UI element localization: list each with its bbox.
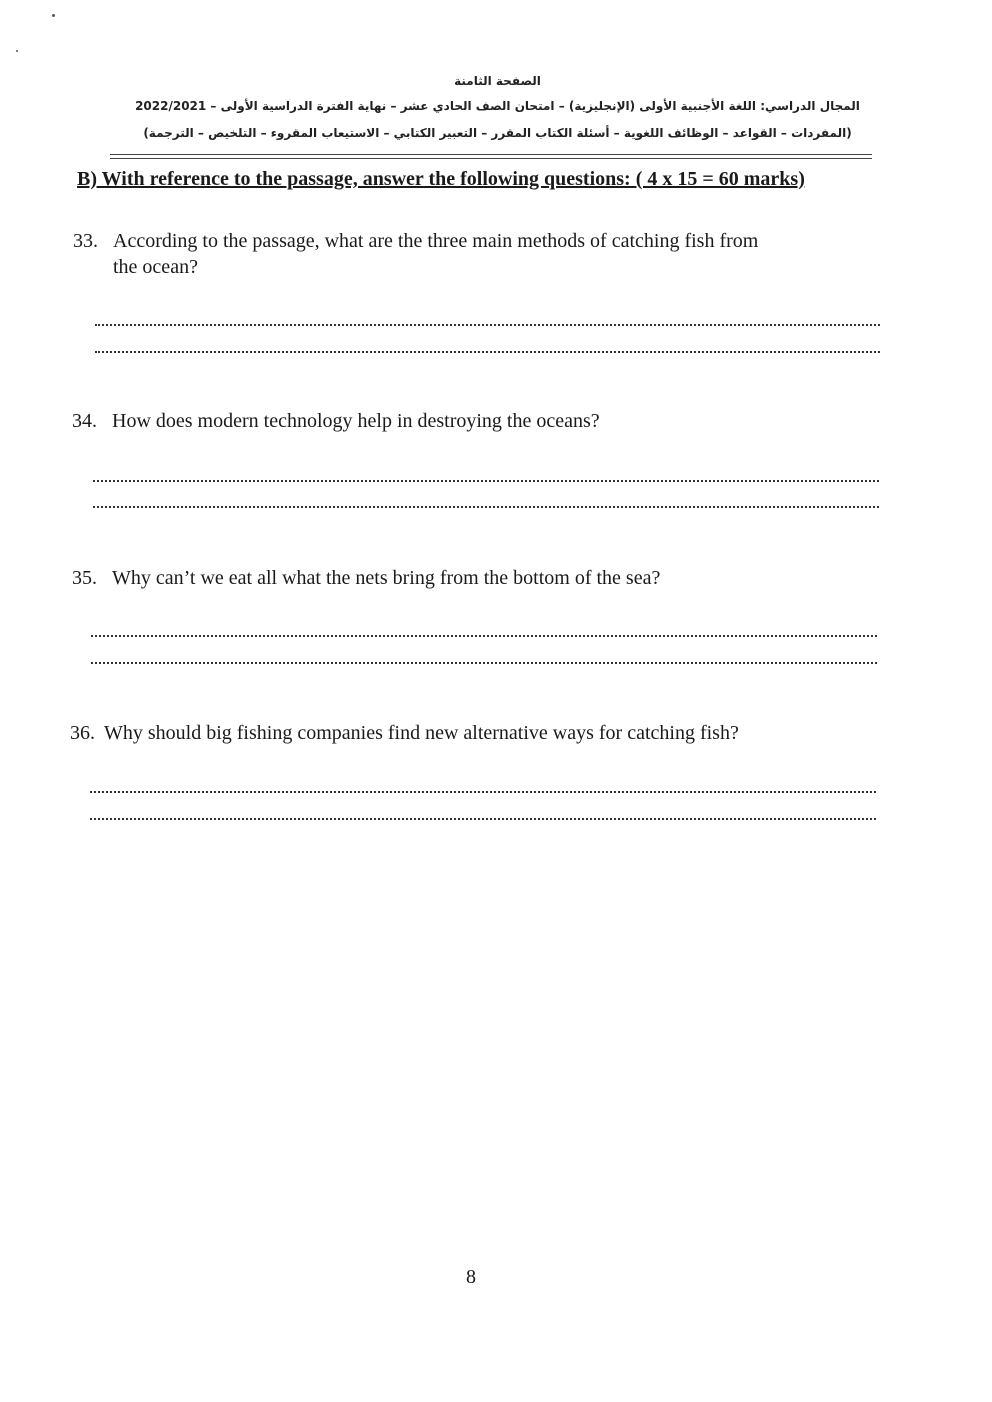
header-topics-line: (المفردات – القواعد – الوظائف اللغوية – أسئلة الكتاب المقرر – التعبير الكتابي – الاستيعاب المقروء – التلخيص – الترجمة)	[143, 126, 852, 140]
header-divider	[110, 158, 872, 159]
header-divider	[110, 154, 872, 155]
question-number: 35.	[72, 567, 97, 589]
question-text-line: the ocean?	[113, 256, 198, 278]
scan-speck	[52, 14, 55, 17]
answer-line[interactable]	[90, 791, 876, 793]
header-page-label: الصفحة الثامنة	[454, 74, 541, 88]
scan-speck	[16, 50, 18, 52]
question-text	[104, 720, 844, 746]
question-text	[112, 408, 852, 434]
answer-line[interactable]	[91, 662, 877, 664]
question-text-line: According to the passage, what are the three main methods of catching fish from	[113, 230, 759, 252]
answer-line[interactable]	[95, 324, 880, 326]
answer-line[interactable]	[91, 635, 877, 637]
answer-line[interactable]	[93, 506, 879, 508]
question-text-line: How does modern technology help in destroying the oceans?	[112, 410, 600, 432]
question-text	[113, 228, 853, 280]
question-number: 36.	[70, 722, 95, 744]
question-text	[112, 565, 852, 591]
question-number: 34.	[72, 410, 97, 432]
question-number: 33.	[73, 230, 98, 252]
section-title: B) With reference to the passage, answer the following questions: ( 4 x 15 = 60 marks)	[77, 168, 805, 190]
question-34	[72, 408, 872, 438]
header-subject-line: المجال الدراسي: اللغة الأجنبية الأولى (الإنجليزية) – امتحان الصف الحادي عشر – نهاية الفترة الدراسية الأولى – 2022/2021	[135, 99, 860, 113]
answer-line[interactable]	[95, 351, 880, 353]
question-text-line: Why can’t we eat all what the nets bring from the bottom of the sea?	[112, 567, 661, 589]
answer-line[interactable]	[90, 818, 876, 820]
answer-line[interactable]	[93, 480, 879, 482]
question-text-line: Why should big fishing companies find new alternative ways for catching fish?	[104, 722, 739, 744]
question-35	[72, 565, 872, 595]
page-number: 8	[466, 1266, 476, 1288]
question-33	[73, 228, 873, 288]
question-36	[70, 720, 880, 750]
